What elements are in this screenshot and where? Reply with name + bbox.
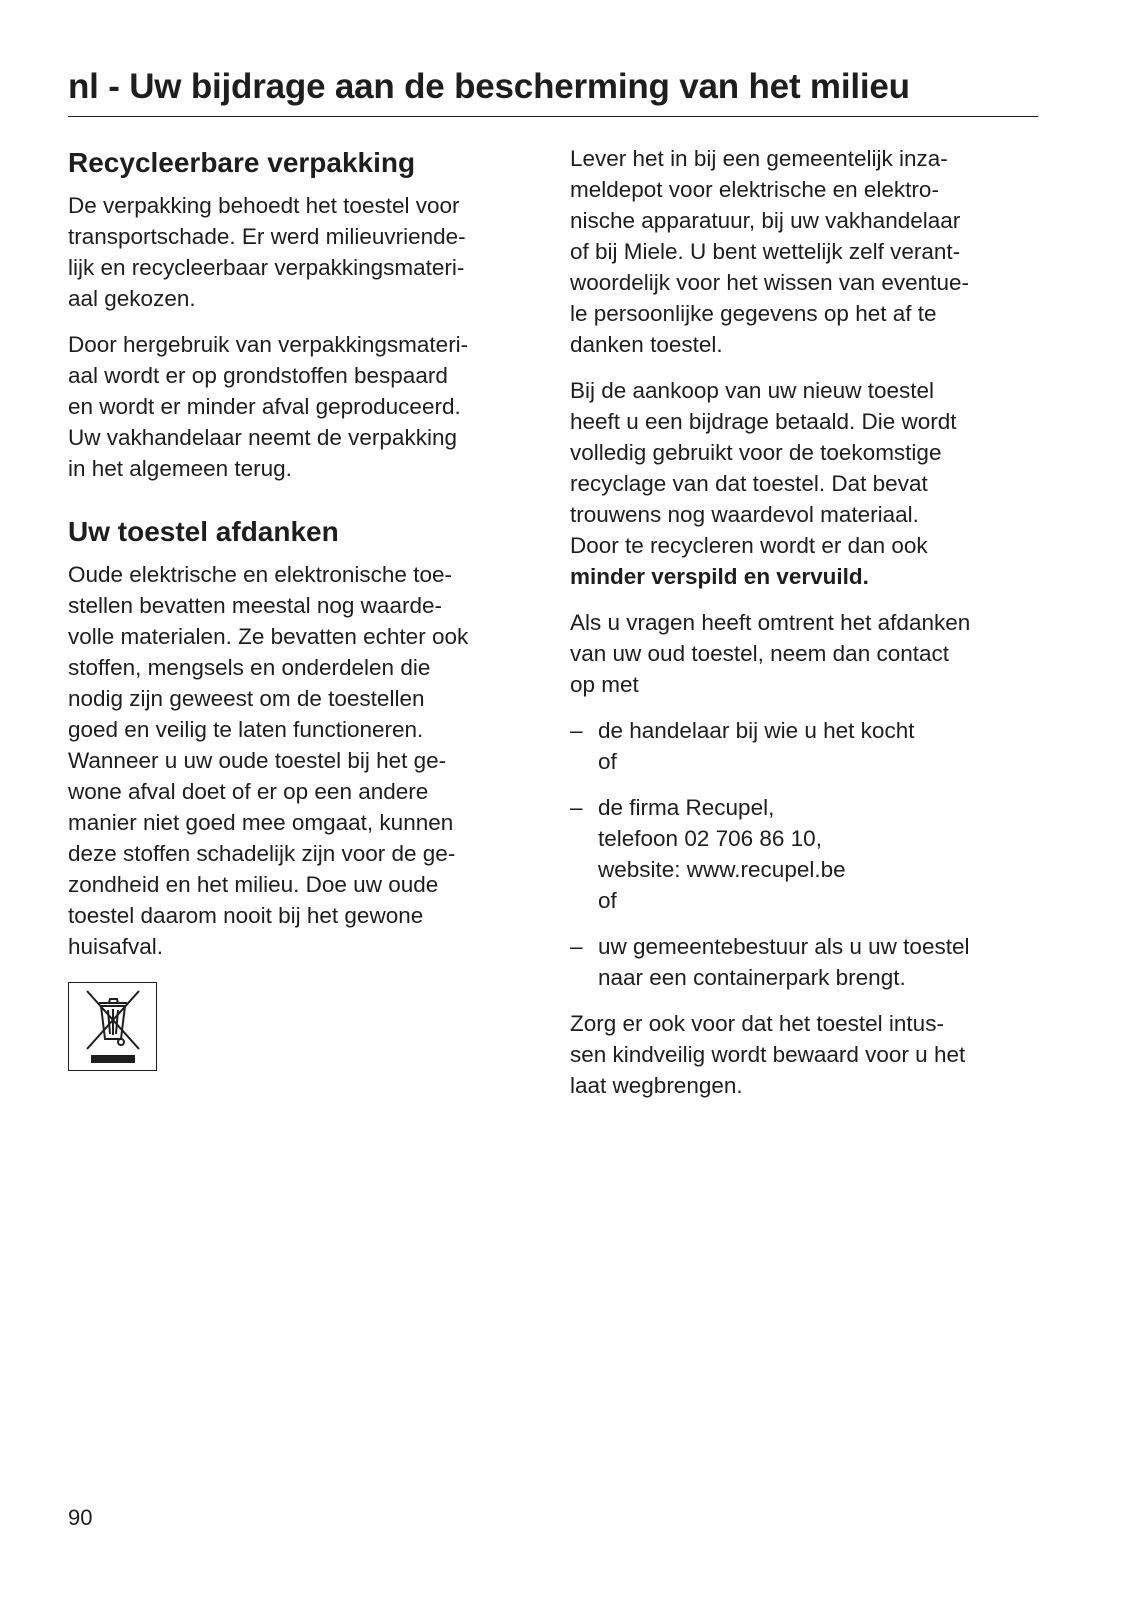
list-dash: – — [570, 934, 583, 959]
title-divider — [68, 116, 1038, 117]
paragraph-questions: Als u vragen heeft omtrent het afdanken van uw oud toestel, neem dan contact op met — [570, 610, 971, 697]
list-item — [570, 792, 1040, 916]
page-title: nl - Uw bijdrage aan de bescherming van het milieu — [68, 67, 910, 106]
right-column — [570, 143, 1040, 1116]
paragraph-packaging-1: De verpakking behoedt het toestel voor transportschade. Er werd milieuvriende- lijk en recycleerbaar verpakkingsmateri- aal gekozen. — [68, 193, 466, 311]
page-number: 90 — [68, 1505, 93, 1530]
list-item — [570, 715, 1040, 777]
weee-symbol — [68, 982, 157, 1071]
paragraph-contribution-text: Bij de aankoop van uw nieuw toestel heeft u een bijdrage betaald. Die wordt volledig gebruikt voor de toekomstige recyclage van dat toestel. Dat bevat trouwens nog waardevol materiaal. Door te recycleren wordt er dan ook — [570, 378, 957, 558]
list-item-text: de firma Recupel, telefoon 02 706 86 10, website: www.recupel.be of — [598, 795, 846, 913]
paragraph-contribution — [570, 375, 1040, 592]
list-item — [570, 931, 1040, 993]
paragraph-disposal-1: Oude elektrische en elektronische toe- stellen bevatten meestal nog waarde- volle materialen. Ze bevatten echter ook stoffen, mengsels en onderdelen die nodig zijn geweest om de toestellen goed en veilig te laten functioneren. Wanneer u uw oude toestel bij het ge- wone afval doet of er op een andere manier niet goed mee omgaat, kunnen deze stoffen schadelijk zijn voor de ge- zondheid en het milieu. Doe uw oude toestel daarom nooit bij het gewone huisafval. — [68, 562, 469, 959]
section-heading-disposal: Uw toestel afdanken — [68, 516, 339, 547]
contact-list — [570, 715, 1040, 993]
paragraph-collection: Lever het in bij een gemeentelijk inza- meldepot voor elektrische en elektro- nische apparatuur, bij uw vakhandelaar of bij Miele. U bent wettelijk zelf verant- woordelijk voor het wissen van eventue- le persoonlijke gegevens op het af te danken toestel. — [570, 146, 969, 357]
list-item-text: uw gemeentebestuur als u uw toestel naar een containerpark brengt. — [598, 934, 970, 990]
list-dash: – — [570, 795, 583, 820]
left-column — [68, 143, 546, 977]
section-heading-packaging: Recycleerbare verpakking — [68, 147, 416, 178]
paragraph-child-safety: Zorg er ook voor dat het toestel intus- sen kindveilig wordt bewaard voor u het laat wegbrengen. — [570, 1011, 966, 1098]
paragraph-packaging-2: Door hergebruik van verpakkingsmateri- aal wordt er op grondstoffen bespaard en wordt er minder afval geproduceerd. Uw vakhandelaar neemt de verpakking in het algemeen terug. — [68, 332, 469, 481]
paragraph-contribution-emphasis: minder verspild en vervuild. — [570, 564, 869, 589]
list-item-text: de handelaar bij wie u het kocht of — [598, 718, 915, 774]
list-dash: – — [570, 718, 583, 743]
crossed-out-wheelie-bin-icon — [69, 983, 155, 1069]
